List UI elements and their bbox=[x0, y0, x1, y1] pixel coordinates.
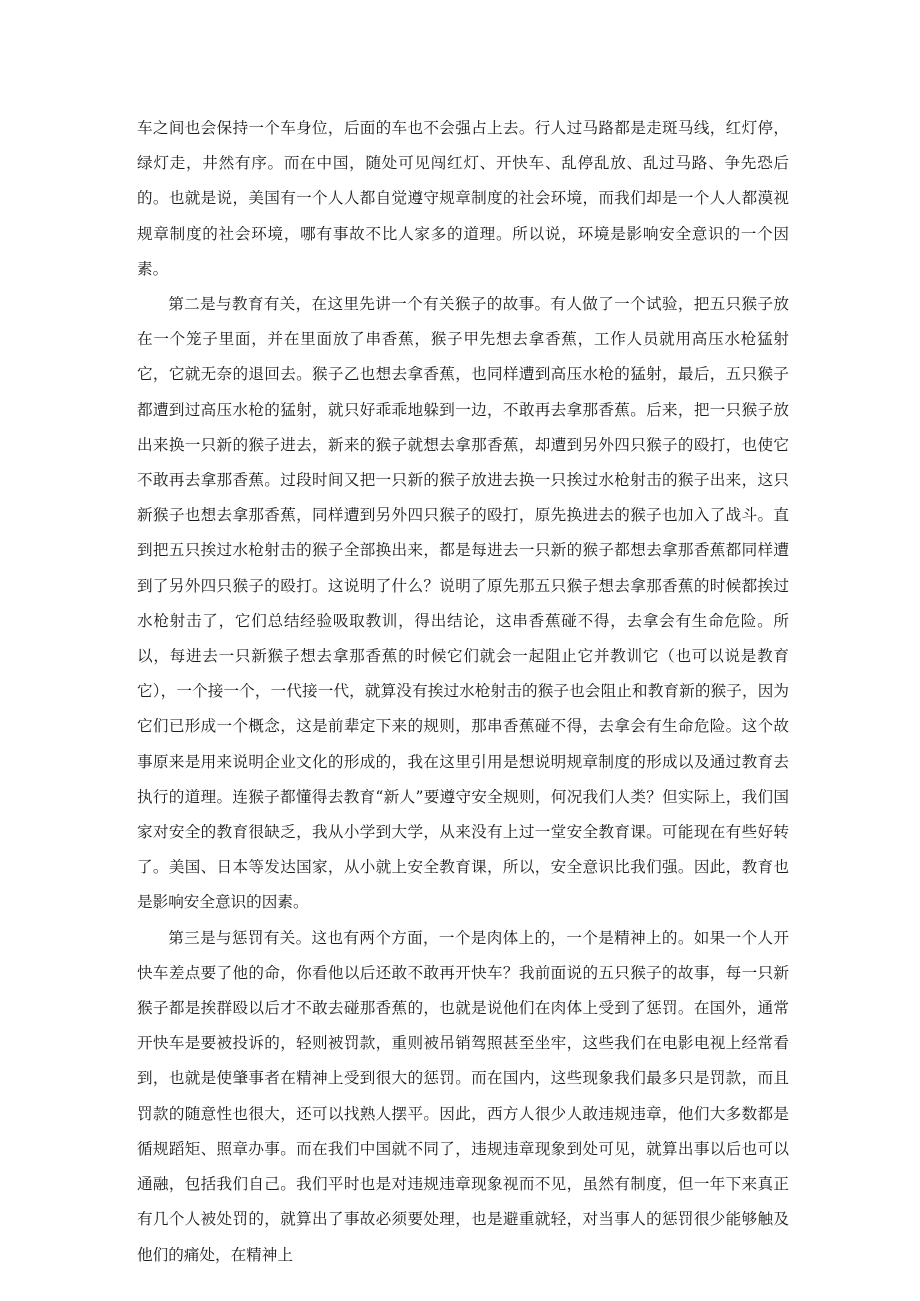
document-body bbox=[137, 111, 789, 1273]
paragraph-punishment: 第三是与惩罚有关。这也有两个方面，一个是肉体上的，一个是精神上的。如果一个人开快车差点要了他的命，你看他以后还敢不敢再开快车？我前面说的五只猴子的故事，每一只新猴子都是挨群殴以后才不敢去碰那香蕉的，也就是说他们在肉体上受到了惩罚。在国外，通常开快车是要被投诉的，轻则被罚款，重则被吊销驾照甚至坐牢，这些我们在电影电视上经常看到，也就是使肇事者在精神上受到很大的惩罚。而在国内，这些现象我们最多只是罚款，而且罚款的随意性也很大，还可以找熟人摆平。因此，西方人很少人敢违规违章，他们大多数都是循规蹈矩、照章办事。而在我们中国就不同了，违规违章现象到处可见，就算出事以后也可以通融，包括我们自己。我们平时也是对违规违章现象视而不见，虽然有制度，但一年下来真正有几个人被处罚的，就算出了事故必须要处理，也是避重就轻，对当事人的惩罚很少能够触及他们的痛处，在精神上 bbox=[137, 928, 789, 1264]
paragraph-education-monkey-story: 第二是与教育有关，在这里先讲一个有关猴子的故事。有人做了一个试验，把五只猴子放在一个笼子里面，并在里面放了串香蕉，猴子甲先想去拿香蕉，工作人员就用高压水枪猛射它，它就无奈的退回去。猴子乙也想去拿香蕉，也同样遭到高压水枪的猛射，最后，五只猴子都遭到过高压水枪的猛射，就只好乖乖地躲到一边，不敢再去拿那香蕉。后来，把一只猴子放出来换一只新的猴子进去，新来的猴子就想去拿那香蕉，却遭到另外四只猴子的殴打，也使它不敢再去拿那香蕉。过段时间又把一只新的猴子放进去换一只挨过水枪射击的猴子出来，这只新猴子也想去拿那香蕉，同样遭到另外四只猴子的殴打，原先换进去的猴子也加入了战斗。直到把五只挨过水枪射击的猴子全部换出来，都是每进去一只新的猴子都想去拿那香蕉都同样遭到了另外四只猴子的殴打。这说明了什么？说明了原先那五只猴子想去拿那香蕉的时候都挨过水枪射击了，它们总结经验吸取教训，得出结论，这串香蕉碰不得，去拿会有生命危险。所以，每进去一只新猴子想去拿那香蕉的时候它们就会一起阻止它并教训它（也可以说是教育它），一个接一个，一代接一代，就算没有挨过水枪射击的猴子也会阻止和教育新的猴子，因为它们已形成一个概念，这是前辈定下来的规则，那串香蕉碰不得，去拿会有生命危险。这个故事原来是用来说明企业文化的形成的，我在这里引用是想说明规章制度的形成以及通过教育去执行的道理。连猴子都懂得去教育“新人”要遵守安全规则，何况我们人类？但实际上，我们国家对安全的教育很缺乏，我从小学到大学，从来没有上过一堂安全教育课。可能现在有些好转了。美国、日本等发达国家，从小就上安全教育课，所以，安全意识比我们强。因此，教育也是影响安全意识的因素。 bbox=[137, 295, 789, 912]
paragraph-environment-conclusion: 车之间也会保持一个车身位，后面的车也不会强占上去。行人过马路都是走斑马线，红灯停，绿灯走，井然有序。而在中国，随处可见闯红灯、开快车、乱停乱放、乱过马路、争先恐后的。也就是说，美国有一个人人都自觉遵守规章制度的社会环境，而我们却是一个人人都漠视规章制度的社会环境，哪有事故不比人家多的道理。所以说，环境是影响安全意识的一个因素。 bbox=[137, 119, 789, 278]
